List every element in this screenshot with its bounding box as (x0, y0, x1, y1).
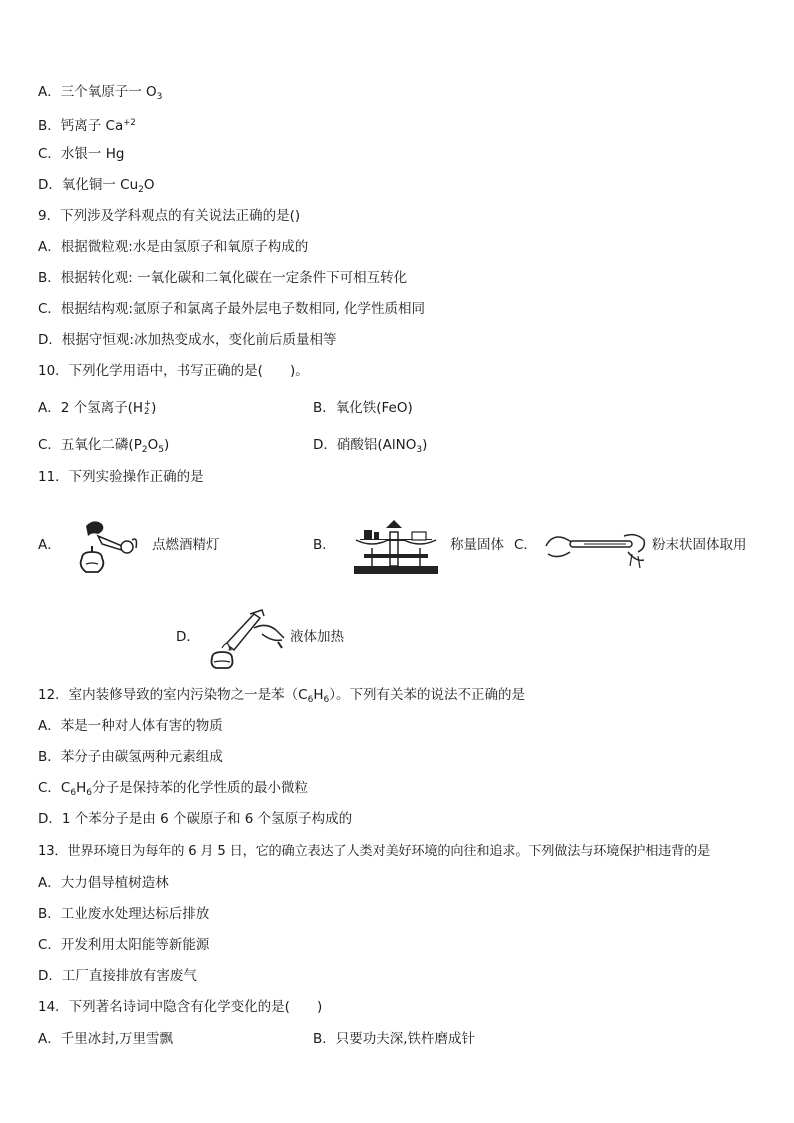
q12-option-d: D．1 个苯分子是由 6 个碳原子和 6 个氢原子构成的 (38, 811, 353, 827)
q10-option-a (38, 399, 156, 417)
q8-option-d (38, 176, 155, 199)
q11-option-d-letter: D． (176, 629, 200, 645)
q12-option-a: A．苯是一种对人体有害的物质 (38, 718, 223, 734)
q8-option-a-text: A．三个氧原子一 O (38, 84, 157, 100)
q10-option-a-formula: H (132, 400, 144, 416)
q10-option-c-text: C．五氧化二磷(P (38, 437, 142, 453)
q12-option-c-sub1: 6 (70, 788, 77, 798)
q12-option-c (38, 779, 308, 802)
q11-option-b-caption: 称量固体 (450, 537, 504, 553)
q8-option-b (38, 114, 136, 135)
q10-option-b: B．氧化铁(FeO) (313, 400, 413, 416)
q14-option-b: B．只要功夫深,铁杵磨成针 (313, 1031, 476, 1047)
q13-option-b: B．工业废水处理达标后排放 (38, 906, 210, 922)
q10-option-c-post: ) (163, 437, 170, 453)
liquid-heating-figure (204, 608, 288, 670)
q8-option-d-post: O (143, 177, 155, 193)
q8-option-c: C．水银一 Hg (38, 146, 125, 162)
q12-stem (38, 686, 525, 709)
powder-transfer-figure (544, 524, 648, 570)
q10-option-a-subscript: 2 (144, 407, 150, 417)
q10-stem: 10．下列化学用语中，书写正确的是( )。 (38, 363, 309, 379)
q10-option-a-text: A．2 个氢离子( (38, 400, 133, 416)
q9-option-d: D．根据守恒观:冰加热变成水，变化前后质量相等 (38, 332, 337, 348)
q8-option-b-superscript: +2 (123, 118, 136, 128)
q13-option-a: A．大力倡导植树造林 (38, 875, 169, 891)
q12-stem-sub1: 6 (307, 695, 314, 705)
q10-option-c-sub2: 5 (158, 445, 164, 455)
q13-option-d: D．工厂直接排放有害废气 (38, 968, 197, 984)
q11-option-c-caption: 粉末状固体取用 (652, 537, 747, 553)
q10-option-c (38, 436, 169, 459)
q10-option-d-post: ) (422, 437, 428, 453)
q9-stem: 9．下列涉及学科观点的有关说法正确的是() (38, 208, 301, 224)
q9-option-a: A．根据微粒观:水是由氢原子和氧原子构成的 (38, 239, 309, 255)
q10-option-d (313, 436, 427, 459)
q8-option-d-subscript: 2 (138, 185, 144, 195)
q12-option-c-text: C．C (38, 780, 71, 796)
q10-option-c-sub1: 2 (141, 445, 148, 455)
q13-option-c: C．开发利用太阳能等新能源 (38, 937, 210, 953)
q12-option-c-sub2: 6 (86, 788, 92, 798)
q11-option-b-letter: B． (313, 537, 336, 553)
q10-option-d-text: D．硝酸铝(AlNO (313, 437, 417, 453)
q12-stem-sub2: 6 (323, 695, 330, 705)
q12-stem-mid: H (313, 687, 324, 703)
q10-option-a-superscript: + (144, 399, 152, 409)
q10-option-a-post: ) (151, 400, 157, 416)
q12-option-c-post: 分子是保持苯的化学性质的最小微粒 (91, 780, 308, 796)
q11-stem: 11．下列实验操作正确的是 (38, 469, 204, 485)
q8-option-b-text: B．钙离子 Ca (38, 118, 124, 134)
q11-option-a-caption: 点燃酒精灯 (152, 537, 220, 553)
q8-option-a (38, 83, 162, 106)
q9-option-c: C．根据结构观:氩原子和氯离子最外层电子数相同, 化学性质相同 (38, 301, 426, 317)
q14-stem: 14．下列著名诗词中隐含有化学变化的是( ) (38, 999, 323, 1015)
q11-option-a-letter: A． (38, 537, 61, 553)
q12-option-b: B．苯分子由碳氢两种元素组成 (38, 749, 223, 765)
balance-scale-figure (350, 518, 442, 576)
q11-option-c-letter: C． (514, 537, 537, 553)
q12-option-c-mid: H (76, 780, 87, 796)
q10-option-c-mid: O (147, 437, 159, 453)
q12-stem-post: ）。下列有关苯的说法不正确的是 (329, 687, 525, 703)
q12-stem-text: 12．室内装修导致的室内污染物之一是苯（C (38, 687, 308, 703)
q14-option-a: A．千里冰封,万里雪飘 (38, 1031, 174, 1047)
q9-option-b: B．根据转化观: 一氧化碳和二氧化碳在一定条件下可相互转化 (38, 270, 408, 286)
q8-option-d-text: D．氧化铜一 Cu (38, 177, 139, 193)
q13-stem: 13．世界环境日为每年的 6 月 5 日，它的确立表达了人类对美好环境的向往和追求。下列做法与环境保护相违背的是 (38, 844, 711, 859)
q10-option-d-subscript: 3 (416, 445, 423, 455)
q11-option-d-caption: 液体加热 (290, 629, 344, 645)
alcohol-lamp-figure (72, 518, 142, 576)
q8-option-a-subscript: 3 (156, 92, 163, 102)
